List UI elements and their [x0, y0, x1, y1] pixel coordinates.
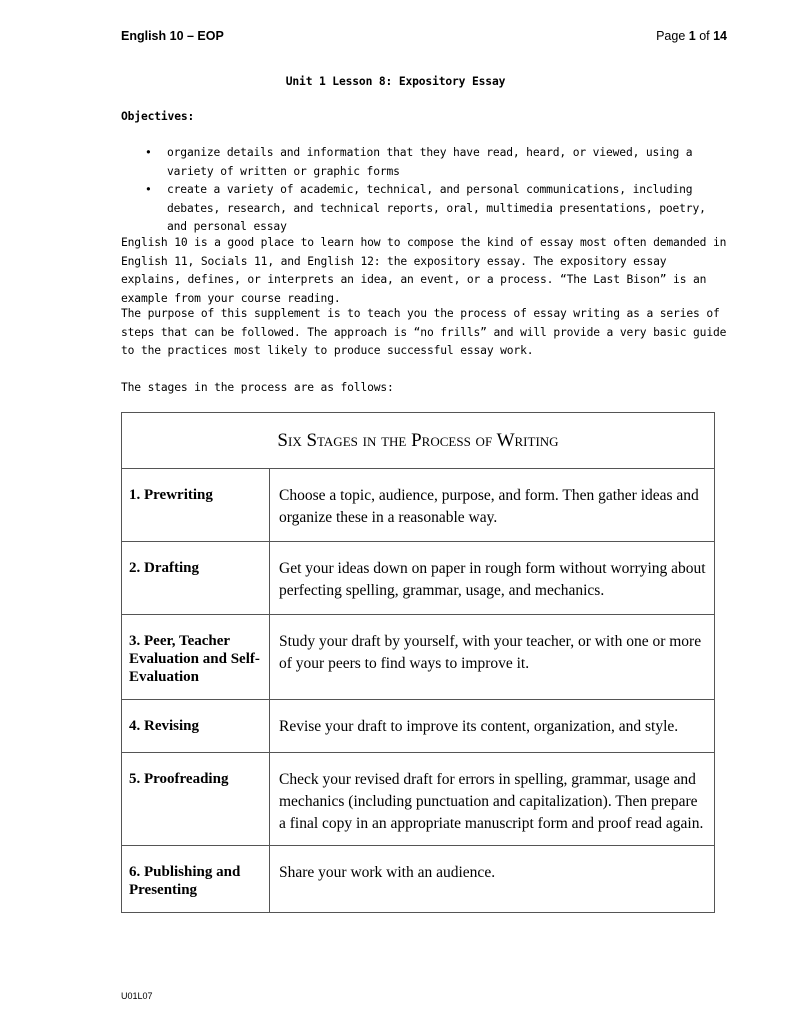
table-row	[122, 846, 715, 913]
stage-name: 2. Drafting	[122, 542, 270, 615]
header-course: English 10 – EOP	[121, 29, 224, 43]
list-item	[145, 144, 725, 181]
stage-description: Study your draft by yourself, with your teacher, or with one or more of your peers to find ways to improve it.	[270, 615, 715, 700]
table-row	[122, 542, 715, 615]
stage-description: Choose a topic, audience, purpose, and form. Then gather ideas and organize these in a reasonable way.	[270, 469, 715, 542]
objective-text: create a variety of academic, technical, and personal communications, including debates, research, and technical reports, oral, multimedia presentations, poetry, and personal essay	[167, 183, 706, 233]
stage-name: 4. Revising	[122, 700, 270, 753]
table-row	[122, 700, 715, 753]
intro-paragraph: English 10 is a good place to learn how to compose the kind of essay most often demanded in English 11, Socials 11, and English 12: the expository essay. The expository essay explains, defines, or interprets an idea, an event, or a process. “The Last Bison” is an example from your course reading.	[121, 236, 727, 305]
stage-name: 6. Publishing and Presenting	[122, 846, 270, 913]
page-prefix: Page	[656, 29, 689, 43]
table-header-row	[122, 413, 715, 469]
stage-name	[122, 615, 270, 700]
header-page-number	[656, 29, 727, 43]
footer-code: U01L07	[121, 991, 153, 1001]
objectives-label: Objectives:	[121, 110, 195, 123]
stage-name: 5. Proofreading	[122, 753, 270, 846]
stages-table	[121, 412, 715, 913]
stage-description: Revise your draft to improve its content, organization, and style.	[270, 700, 715, 753]
objective-text: organize details and information that they have read, heard, or viewed, using a variety of written or graphic forms	[167, 146, 693, 178]
page-total: 14	[713, 29, 727, 43]
purpose-paragraph: The purpose of this supplement is to teach you the process of essay writing as a series of steps that can be followed. The approach is “no frills” and will provide a very basic guide to the practices most likely to produce successful essay work.	[121, 307, 727, 357]
table-row	[122, 615, 715, 700]
stage-description: Share your work with an audience.	[270, 846, 715, 913]
table-heading: Six Stages in the Process of Writing	[122, 413, 715, 469]
page-current: 1	[688, 29, 696, 43]
stages-intro: The stages in the process are as follows:	[121, 381, 394, 394]
stage-name-text: 3. Peer, Teacher Evaluation and Self-Evaluation	[129, 633, 260, 685]
objectives-list	[145, 144, 725, 237]
table-row	[122, 753, 715, 846]
table-row	[122, 469, 715, 542]
stage-name: 1. Prewriting	[122, 469, 270, 542]
page-of: of	[695, 29, 714, 43]
stage-description: Get your ideas down on paper in rough form without worrying about perfecting spelling, grammar, usage, and mechanics.	[270, 542, 715, 615]
bullet-icon: •	[145, 146, 152, 159]
page-title: Unit 1 Lesson 8: Expository Essay	[285, 75, 506, 88]
stage-description: Check your revised draft for errors in spelling, grammar, usage and mechanics (including punctuation and capitalization). Then prepare a final copy in an appropriate manuscript form and proof read again.	[270, 753, 715, 846]
list-item	[145, 181, 725, 237]
bullet-icon: •	[145, 183, 152, 196]
